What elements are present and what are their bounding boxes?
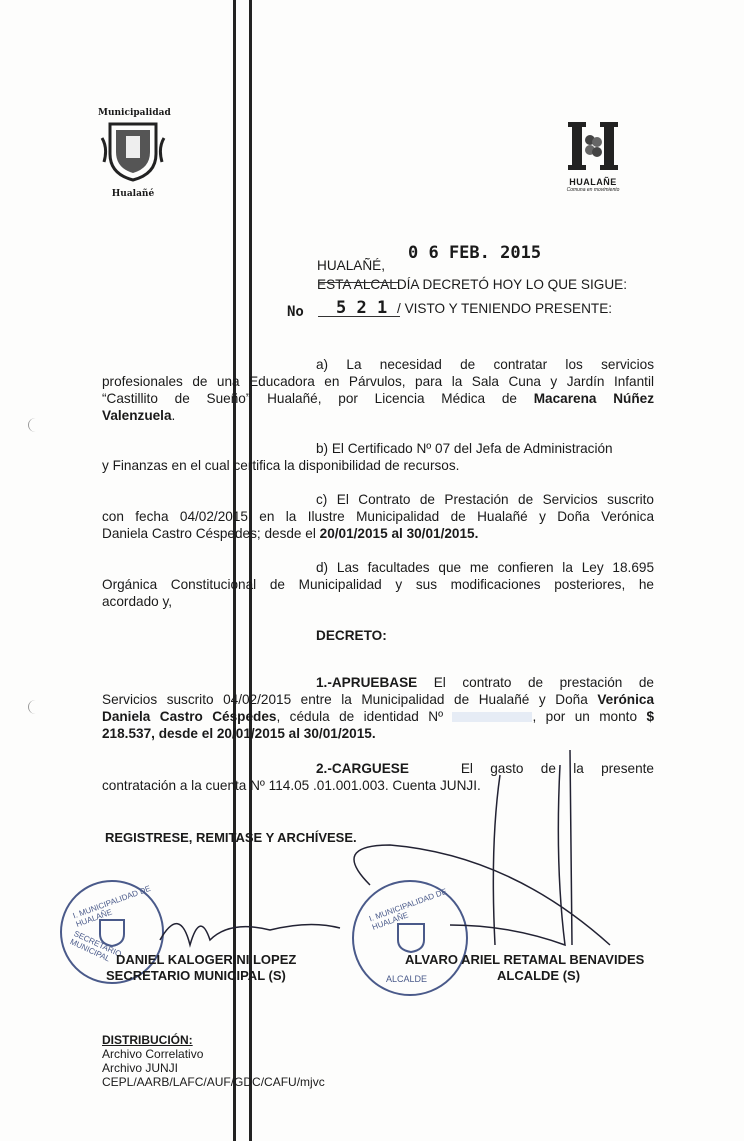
crest-top-label: Municipalidad <box>98 108 171 118</box>
considerando-a-line2: profesionales de una Educadora en Párvulos, para la Sala Cuna y Jardín Infantil <box>102 374 654 389</box>
number-prefix: No <box>287 304 304 320</box>
distribution-heading: DISTRIBUCIÓN: <box>102 1033 193 1047</box>
brand-name: HUALAÑE <box>569 177 617 187</box>
redacted-id <box>452 712 532 722</box>
article-1-line3: Daniela Castro Céspedes, cédula de identidad Nº , por un monto $ <box>102 709 654 724</box>
municipal-crest-logo <box>98 108 171 200</box>
considerando-d <box>102 559 654 610</box>
considerando-c-line2: con fecha 04/02/2015 en la Ilustre Municipalidad de Hualañé y Doña Verónica <box>102 509 654 524</box>
considerando-a <box>102 356 654 424</box>
distribution-item: Archivo Correlativo <box>102 1047 204 1061</box>
considerando-a-line3: “Castillito de Sueño” Hualañé, por Licencia Médica de Macarena Núñez <box>102 391 654 406</box>
distribution-item: Archivo JUNJI <box>102 1061 179 1075</box>
secretary-name: DANIEL KALOGERINI LOPEZ <box>116 952 297 967</box>
considerando-b <box>102 440 654 474</box>
visto-text: VISTO Y TENIENDO PRESENTE: <box>404 301 613 316</box>
place-label: HUALAÑÉ, <box>317 258 385 273</box>
article-1-line1: 1.-APRUEBASE El contrato de prestación de <box>316 675 654 690</box>
considerando-d-line1: d) Las facultades que me confieren la Ley 18.695 <box>316 560 654 575</box>
hualane-h-icon <box>568 120 618 172</box>
crest-bottom-label: Hualañé <box>111 189 155 199</box>
distribution-item: CEPL/AARB/LAFC/AUF/GDC/CAFU/mjvc <box>102 1075 325 1089</box>
considerando-c-line1: c) El Contrato de Prestación de Servicios suscrito <box>316 492 654 507</box>
secretary-title: SECRETARIO MUNICIPAL (S) <box>106 968 286 983</box>
decreto-heading: DECRETO: <box>316 628 387 643</box>
punch-hole-bottom <box>28 700 43 714</box>
considerando-d-line2: Orgánica Constitucional de Municipalidad y sus modificaciones posteriores, he <box>102 577 654 592</box>
article-2-line1: 2.-CARGUESE El gasto de la presente <box>316 761 654 776</box>
considerando-c-line3: Daniela Castro Céspedes; desde el 20/01/2015 al 30/01/2015. <box>102 526 479 541</box>
brand-tagline: Comuna en movimiento <box>566 187 620 193</box>
considerando-a-line1: a) La necesidad de contratar los servicios <box>316 357 654 372</box>
article-2-line2: contratación a la cuenta Nº 114.05 .01.001.003. Cuenta JUNJI. <box>102 778 481 793</box>
crest-shield-icon <box>98 118 168 184</box>
distribution-block <box>102 1033 325 1089</box>
decree-intro-line: ESTA ALCALDÍA DECRETÓ HOY LO QUE SIGUE: <box>317 277 627 292</box>
number-underline <box>318 316 400 317</box>
stamp-right-bottom: ALCALDE <box>386 974 428 984</box>
considerando-b-line2: y Finanzas en el cual certifica la disponibilidad de recursos. <box>102 458 460 473</box>
considerando-b-line1: b) El Certificado Nº 07 del Jefa de Administración <box>316 441 613 456</box>
hualane-brand-logo <box>558 120 628 200</box>
decreto-article-1 <box>102 674 654 742</box>
article-1-line4: 218.537, desde el 20/01/2015 al 30/01/2015. <box>102 726 376 741</box>
punch-hole-top <box>28 418 43 432</box>
number-overline <box>318 282 398 283</box>
closing-formula: REGISTRESE, REMITASE Y ARCHÍVESE. <box>105 830 357 845</box>
mayor-title: ALCALDE (S) <box>497 968 581 983</box>
considerando-a-line4: Valenzuela. <box>102 408 176 423</box>
considerando-c <box>102 491 654 542</box>
stamp-left-text: I. MUNICIPALIDAD DE HUALAÑE <box>71 883 152 929</box>
stamp-right-text: I. MUNICIPALIDAD DE HUALAÑE <box>367 886 449 932</box>
stamp-left-crest-icon <box>96 916 128 948</box>
mayor-signature <box>310 745 640 985</box>
considerando-d-line3: acordado y, <box>102 594 173 609</box>
article-1-line2: Servicios suscrito 04/02/2015 entre la Municipalidad de Hualañé y Doña Verónica <box>102 692 654 707</box>
visto-line: / VISTO Y TENIENDO PRESENTE: <box>397 301 613 316</box>
mayor-name: ALVARO ARIEL RETAMAL BENAVIDES <box>405 952 645 967</box>
stamp-left-bottom: SECRETARIO MUNICIPAL <box>68 928 123 964</box>
date-stamp: 0 6 FEB. 2015 <box>408 243 542 263</box>
decree-number: 5 2 1 <box>336 298 388 318</box>
